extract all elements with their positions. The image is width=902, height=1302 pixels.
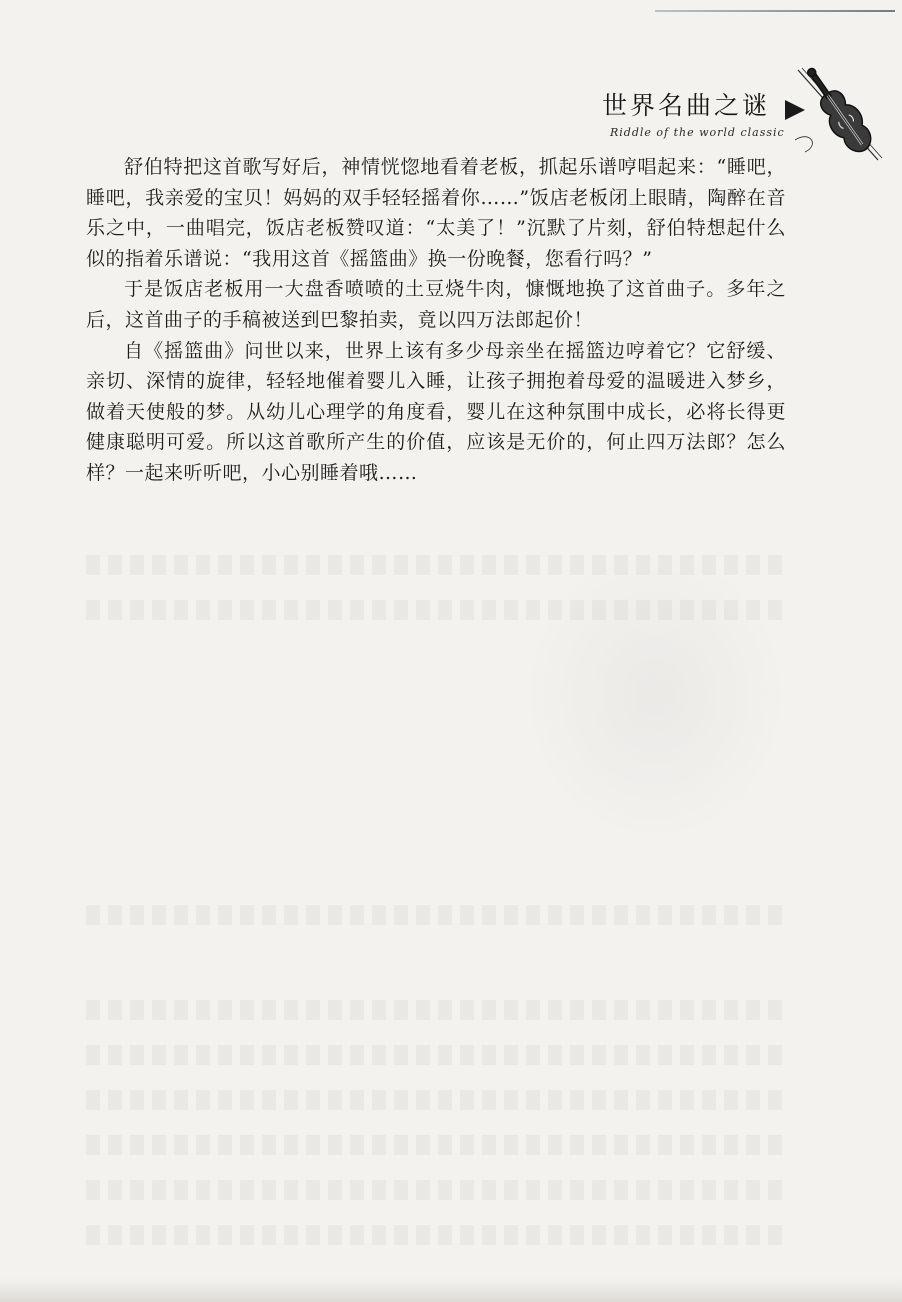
page-edge-rule (655, 10, 895, 12)
page-bottom-shadow (0, 1278, 902, 1302)
show-through-text (86, 1180, 786, 1200)
show-through-text (86, 600, 786, 620)
header-subtitle: Riddle of the world classic (610, 126, 785, 139)
violin-icon (790, 60, 890, 170)
header-title: 世界名曲之谜 (602, 91, 771, 120)
show-through-text (86, 1135, 786, 1155)
show-through-text (86, 1090, 786, 1110)
show-through-text (86, 1000, 786, 1020)
show-through-text (86, 1045, 786, 1065)
show-through-text (86, 905, 786, 925)
show-through-text (86, 555, 786, 575)
paragraph: 舒伯特把这首歌写好后，神情恍惚地看着老板，抓起乐谱哼唱起来：“睡吧，睡吧，我亲爱的宝贝！妈妈的双手轻轻摇着你……”饭店老板闭上眼睛，陶醉在音乐之中，一曲唱完，饭店老板赞叹道：“太美了！”沉默了片刻，舒伯特想起什么似的指着乐谱说：“我用这首《摇篮曲》换一份晚餐，您看行吗？” (86, 156, 786, 270)
paragraph: 于是饭店老板用一大盘香喷喷的土豆烧牛肉，慷慨地换了这首曲子。多年之后，这首曲子的手稿被送到巴黎拍卖，竟以四万法郎起价！ (86, 278, 786, 331)
show-through-shadow (520, 545, 790, 845)
paragraph: 自《摇篮曲》问世以来，世界上该有多少母亲坐在摇篮边哼着它？它舒缓、亲切、深情的旋律，轻轻地催着婴儿入睡，让孩子拥抱着母爱的温暖进入梦乡，做着天使般的梦。从幼儿心理学的角度看，婴儿在这种氛围中成长，必将长得更健康聪明可爱。所以这首歌所产生的价值，应该是无价的，何止四万法郎？怎么样？一起来听听吧，小心别睡着哦…… (86, 339, 786, 484)
show-through-text (86, 1225, 786, 1245)
body-text (86, 152, 786, 489)
